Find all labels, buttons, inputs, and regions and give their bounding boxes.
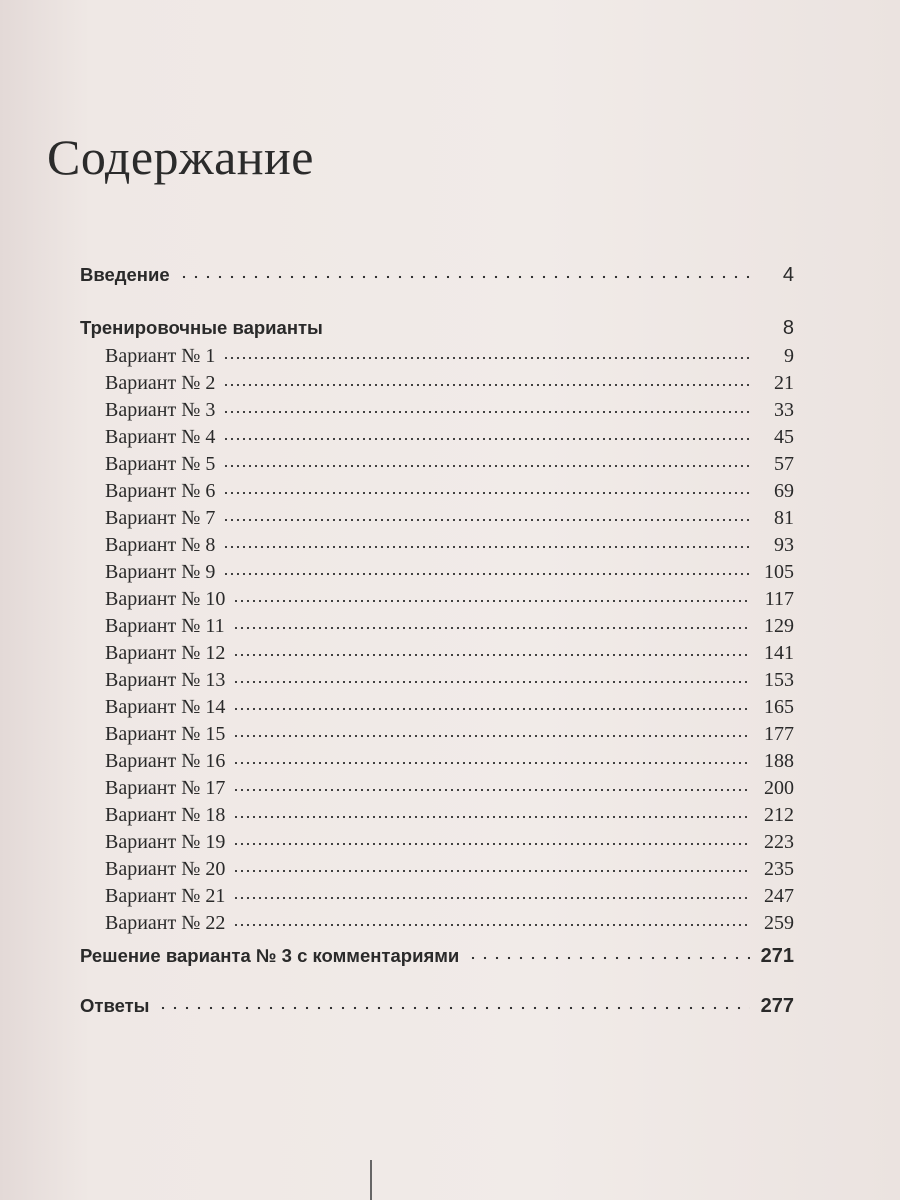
dot-leader — [157, 995, 750, 1014]
toc-variant-row — [105, 612, 794, 640]
toc-variant-row — [105, 504, 794, 532]
toc-variant-row — [105, 720, 794, 748]
toc-entry-label: Ответы — [80, 994, 150, 1016]
dot-leader — [233, 614, 750, 634]
toc-variant-row — [105, 666, 794, 694]
toc-entry-page: 8 — [782, 316, 794, 339]
toc-entry-page: 188 — [764, 750, 794, 772]
dot-leader — [233, 641, 750, 661]
toc-entry-page: 259 — [764, 912, 794, 934]
dot-leader — [223, 533, 750, 553]
toc-entry-page: 271 — [760, 944, 794, 967]
toc-entry-page: 57 — [774, 453, 794, 475]
toc-entry-page: 81 — [774, 507, 794, 529]
toc-entry-label: Вариант № 15 — [105, 723, 226, 745]
dot-leader — [223, 425, 750, 445]
toc-entry-label: Вариант № 11 — [105, 615, 225, 637]
toc-entry-page: 165 — [764, 696, 794, 718]
toc-entry-page: 223 — [764, 831, 794, 853]
toc-entry-label: Вариант № 14 — [105, 696, 226, 718]
toc-entry-label: Тренировочные варианты — [80, 316, 323, 338]
toc-entry-page: 235 — [764, 858, 794, 880]
dot-leader — [467, 945, 750, 964]
toc-entry-page: 212 — [764, 804, 794, 826]
toc-entry-label: Вариант № 7 — [105, 507, 216, 529]
toc-entry-label: Вариант № 2 — [105, 372, 216, 394]
toc-variant-row — [105, 882, 794, 910]
toc-entry-solution — [80, 943, 794, 971]
toc-entry-page: 177 — [764, 723, 794, 745]
dot-leader — [223, 398, 750, 418]
toc-entry-label: Вариант № 17 — [105, 777, 226, 799]
dot-leader — [223, 560, 750, 580]
toc-variant-row — [105, 747, 794, 775]
dot-leader — [223, 344, 750, 364]
toc-entry-label: Вариант № 4 — [105, 426, 216, 448]
toc-entry-label: Вариант № 10 — [105, 588, 226, 610]
toc-variant-row — [105, 828, 794, 856]
toc-entry-label: Вариант № 21 — [105, 885, 226, 907]
dot-leader — [233, 668, 750, 688]
toc-entry-page: 9 — [784, 345, 794, 367]
dot-leader — [331, 317, 750, 336]
dot-leader — [233, 857, 750, 877]
toc-entry-label: Вариант № 22 — [105, 912, 226, 934]
toc-entry-label: Вариант № 13 — [105, 669, 226, 691]
toc-entry-label: Вариант № 6 — [105, 480, 216, 502]
toc-entry-label: Вариант № 1 — [105, 345, 216, 367]
toc-entry-page: 200 — [764, 777, 794, 799]
dot-leader — [233, 722, 750, 742]
toc-variant-row — [105, 693, 794, 721]
toc-entry-label: Решение варианта № 3 с комментариями — [80, 944, 460, 966]
toc-entry-label: Вариант № 5 — [105, 453, 216, 475]
toc-entry-intro — [80, 262, 794, 290]
toc-entry-answers — [80, 993, 794, 1021]
page-title: Содержание — [47, 129, 314, 185]
toc-variant-row — [105, 531, 794, 559]
toc-variant-row — [105, 774, 794, 802]
toc-entry-page: 247 — [764, 885, 794, 907]
toc-entry-page: 69 — [774, 480, 794, 502]
toc-variant-row — [105, 396, 794, 424]
dot-leader — [233, 776, 750, 796]
toc-entry-label: Введение — [80, 263, 170, 285]
toc-entry-page: 45 — [774, 426, 794, 448]
toc-variant-row — [105, 558, 794, 586]
toc-variant-row — [105, 585, 794, 613]
toc-entry-page: 33 — [774, 399, 794, 421]
dot-leader — [233, 749, 750, 769]
dot-leader — [233, 911, 750, 931]
toc-entry-page: 141 — [764, 642, 794, 664]
dot-leader — [233, 695, 750, 715]
toc-entry-training — [80, 315, 794, 343]
toc-variant-row — [105, 855, 794, 883]
dot-leader — [223, 452, 750, 472]
dot-leader — [233, 803, 750, 823]
toc-entry-label: Вариант № 16 — [105, 750, 226, 772]
dot-leader — [233, 587, 750, 607]
toc-entry-page: 4 — [782, 263, 794, 286]
toc-entry-page: 117 — [764, 588, 794, 610]
toc-entry-label: Вариант № 12 — [105, 642, 226, 664]
toc-entry-page: 277 — [760, 994, 794, 1017]
toc-entry-page: 105 — [764, 561, 794, 583]
toc-entry-page: 21 — [774, 372, 794, 394]
dot-leader — [223, 371, 750, 391]
dot-leader — [178, 264, 750, 283]
toc-variant-row — [105, 477, 794, 505]
dot-leader — [223, 479, 750, 499]
toc-entry-page: 129 — [764, 615, 794, 637]
toc-entry-page: 93 — [774, 534, 794, 556]
toc-entry-label: Вариант № 3 — [105, 399, 216, 421]
toc-variant-row — [105, 909, 794, 937]
toc-entry-label: Вариант № 9 — [105, 561, 216, 583]
dot-leader — [233, 884, 750, 904]
toc-variant-row — [105, 369, 794, 397]
toc-entry-page: 153 — [764, 669, 794, 691]
toc-variant-row — [105, 801, 794, 829]
toc-entry-label: Вариант № 20 — [105, 858, 226, 880]
dot-leader — [233, 830, 750, 850]
toc-entry-label: Вариант № 18 — [105, 804, 226, 826]
toc-variant-row — [105, 639, 794, 667]
toc-variant-row — [105, 342, 794, 370]
toc-variant-row — [105, 423, 794, 451]
toc-entry-label: Вариант № 8 — [105, 534, 216, 556]
dot-leader — [223, 506, 750, 526]
toc-variant-row — [105, 450, 794, 478]
toc-entry-label: Вариант № 19 — [105, 831, 226, 853]
binding-mark — [370, 1160, 372, 1200]
